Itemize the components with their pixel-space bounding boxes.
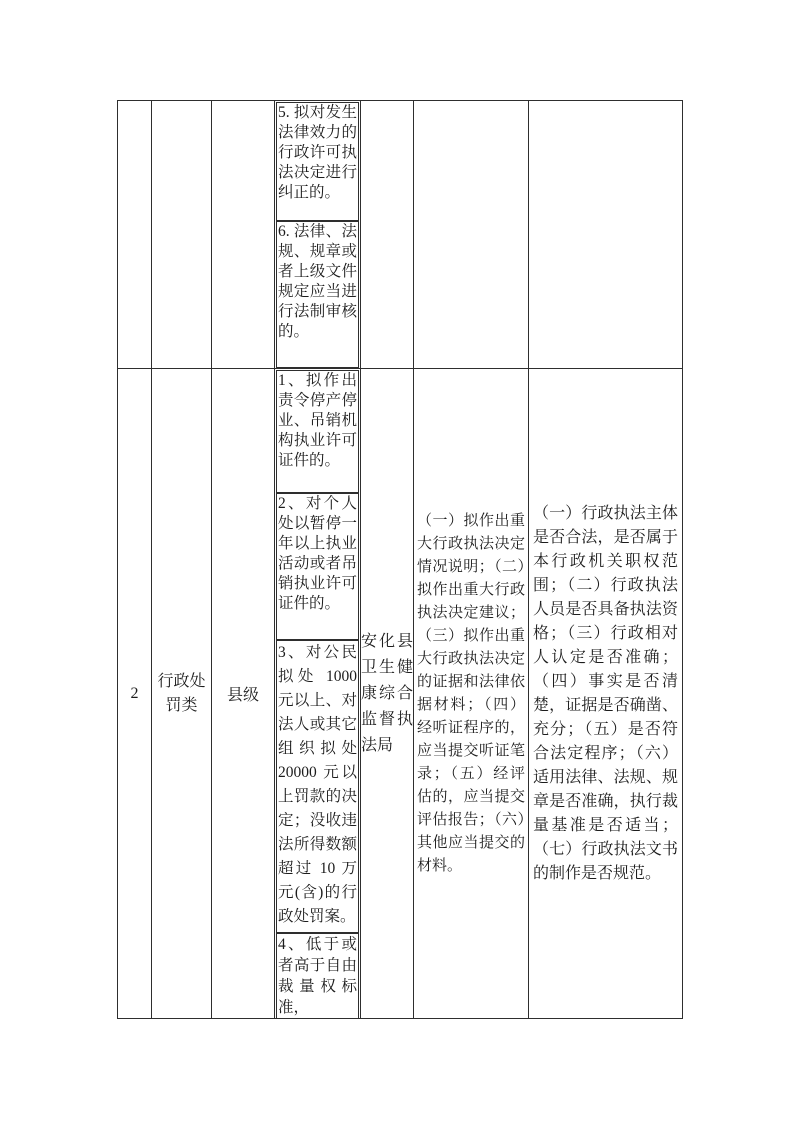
- category-cell: 行政处罚类: [152, 369, 212, 1019]
- category-cell: [152, 101, 212, 369]
- sub-item: 6. 法律、法规、规章或者上级文件规定应当进行法制审核的。: [276, 221, 359, 368]
- materials-cell: [414, 101, 529, 369]
- review-content-cell: [529, 101, 683, 369]
- sub-item-stack: [275, 101, 360, 368]
- materials-cell: [414, 369, 529, 1019]
- review-content-cell: [529, 369, 683, 1019]
- sub-item: 1、拟作出责令停产停业、吊销机构执业许可证件的。: [276, 370, 359, 493]
- level-cell: 县级: [212, 369, 275, 1019]
- sub-item: 2、对个人处以暂停一年以上执业活动或者吊销执业许可证件的。: [276, 493, 359, 640]
- sub-item: 5. 拟对发生法律效力的行政许可执法决定进行纠正的。: [276, 102, 359, 221]
- sub-item: 3、对公民拟处 1000 元以上、对法人或其它组织拟处 20000 元以上罚款的决定；没收违法所得数额超过 10 万元(含)的行政处罚案。: [276, 640, 359, 933]
- situation-items-cell: [275, 369, 361, 1019]
- situation-items-cell: [275, 101, 361, 369]
- review-content-text: （一）行政执法主体是否合法，是否属于本行政机关职权范围；（二）行政执法人员是否具备执法资格；（三）行政相对人认定是否准确；（四）事实是否清楚，证据是否确凿、充分；（五）是否符合法定程序；（六）适用法律、法规、规章是否准确，执行裁量基准是否适当；（七）行政执法文书的制作是否规范。: [533, 504, 678, 882]
- row-index-cell: [118, 101, 152, 369]
- table-row: [118, 101, 683, 369]
- department-cell: [361, 101, 414, 369]
- sub-item: 4、低于或者高于自由裁量权标准，: [276, 933, 359, 1018]
- legal-review-table: [117, 100, 683, 1019]
- level-cell: [212, 101, 275, 369]
- materials-text: （一）拟作出重大行政执法决定情况说明；（二）拟作出重大行政执法决定建议；（三）拟作出重大行政执法决定的证据和法律依据材料；（四）经听证程序的，应当提交听证笔录；（五）经评估的，应当提交评估报告；（六）其他应当提交的材料。: [417, 512, 525, 874]
- sub-item-stack: [275, 369, 360, 1018]
- department-cell: 安化县卫生健康综合监督执法局: [361, 369, 414, 1019]
- table-row: [118, 369, 683, 1019]
- row-index-cell: 2: [118, 369, 152, 1019]
